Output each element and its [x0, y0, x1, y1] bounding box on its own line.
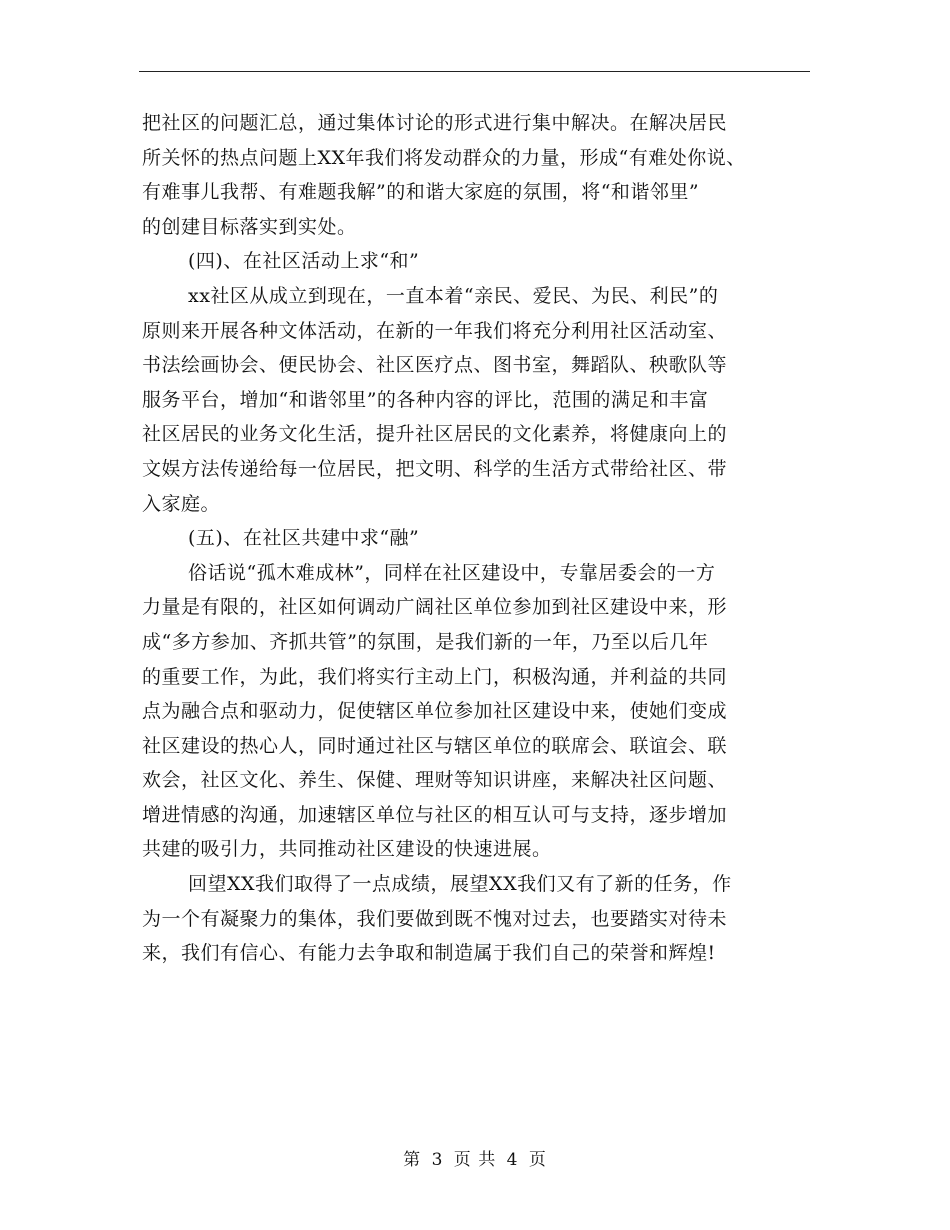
text-line: 欢会，社区文化、养生、保健、理财等知识讲座，来解决社区问题、: [142, 769, 728, 792]
header-rule: [139, 71, 810, 72]
text-line: 共建的吸引力，共同推动社区建设的快速进展。: [142, 838, 552, 861]
section-heading: (五)、在社区共建中求“融”: [188, 527, 420, 550]
text-line: 回望XX我们取得了一点成绩，展望XX我们又有了新的任务，作: [188, 873, 732, 896]
footer-prefix: 第: [403, 1150, 422, 1170]
text-line: 俗话说“孤木难成林”，同样在社区建设中，专靠居委会的一方: [188, 561, 716, 584]
text-line: xx社区从成立到现在，一直本着“亲民、爱民、为民、利民”的: [188, 284, 719, 307]
text-line: 社区居民的业务文化生活，提升社区居民的文化素养，将健康向上的: [142, 423, 728, 446]
text-line: 点为融合点和驱动力，促使辖区单位参加社区建设中来，使她们变成: [142, 700, 728, 723]
current-page-number: 3: [431, 1150, 444, 1170]
text-line: 原则来开展各种文体活动，在新的一年我们将充分利用社区活动室、: [142, 319, 728, 342]
footer-middle: 页 共: [453, 1150, 497, 1170]
page-footer: [0, 1150, 950, 1170]
text-line: 为一个有凝聚力的集体，我们要做到既不愧对过去，也要踏实对待未: [142, 907, 728, 930]
footer-suffix: 页: [528, 1150, 547, 1170]
text-line: 的重要工作，为此，我们将实行主动上门，积极沟通，并利益的共同: [142, 665, 728, 688]
text-line: 社区建设的热心人，同时通过社区与辖区单位的联席会、联谊会、联: [142, 734, 728, 757]
total-page-count: 4: [506, 1150, 519, 1170]
section-heading: (四)、在社区活动上求“和”: [188, 250, 420, 273]
text-line: 来，我们有信心、有能力去争取和制造属于我们自己的荣誉和辉煌!: [142, 942, 716, 965]
text-line: 成“多方参加、齐抓共管”的氛围，是我们新的一年，乃至以后几年: [142, 630, 709, 653]
text-line: 有难事儿我帮、有难题我解”的和谐大家庭的氛围，将“和谐邻里”: [142, 181, 700, 204]
text-line: 服务平台，增加“和谐邻里”的各种内容的评比，范围的满足和丰富: [142, 388, 709, 411]
text-line: 增进情感的沟通，加速辖区单位与社区的相互认可与支持，逐步增加: [142, 803, 728, 826]
text-line: 把社区的问题汇总，通过集体讨论的形式进行集中解决。在解决居民: [142, 112, 728, 134]
text-line: 书法绘画协会、便民协会、社区医疗点、图书室，舞蹈队、秧歌队等: [142, 354, 728, 377]
text-line: 入家庭。: [142, 492, 221, 515]
text-line: 文娱方法传递给每一位居民，把文明、科学的生活方式带给社区、带: [142, 457, 728, 480]
text-line: 所关怀的热点问题上XX年我们将发动群众的力量，形成“有难处你说、: [142, 146, 746, 169]
text-line: 的创建目标落实到实处。: [142, 215, 357, 238]
text-line: 力量是有限的，社区如何调动广阔社区单位参加到社区建设中来，形: [142, 596, 728, 619]
document-body: [142, 106, 808, 971]
